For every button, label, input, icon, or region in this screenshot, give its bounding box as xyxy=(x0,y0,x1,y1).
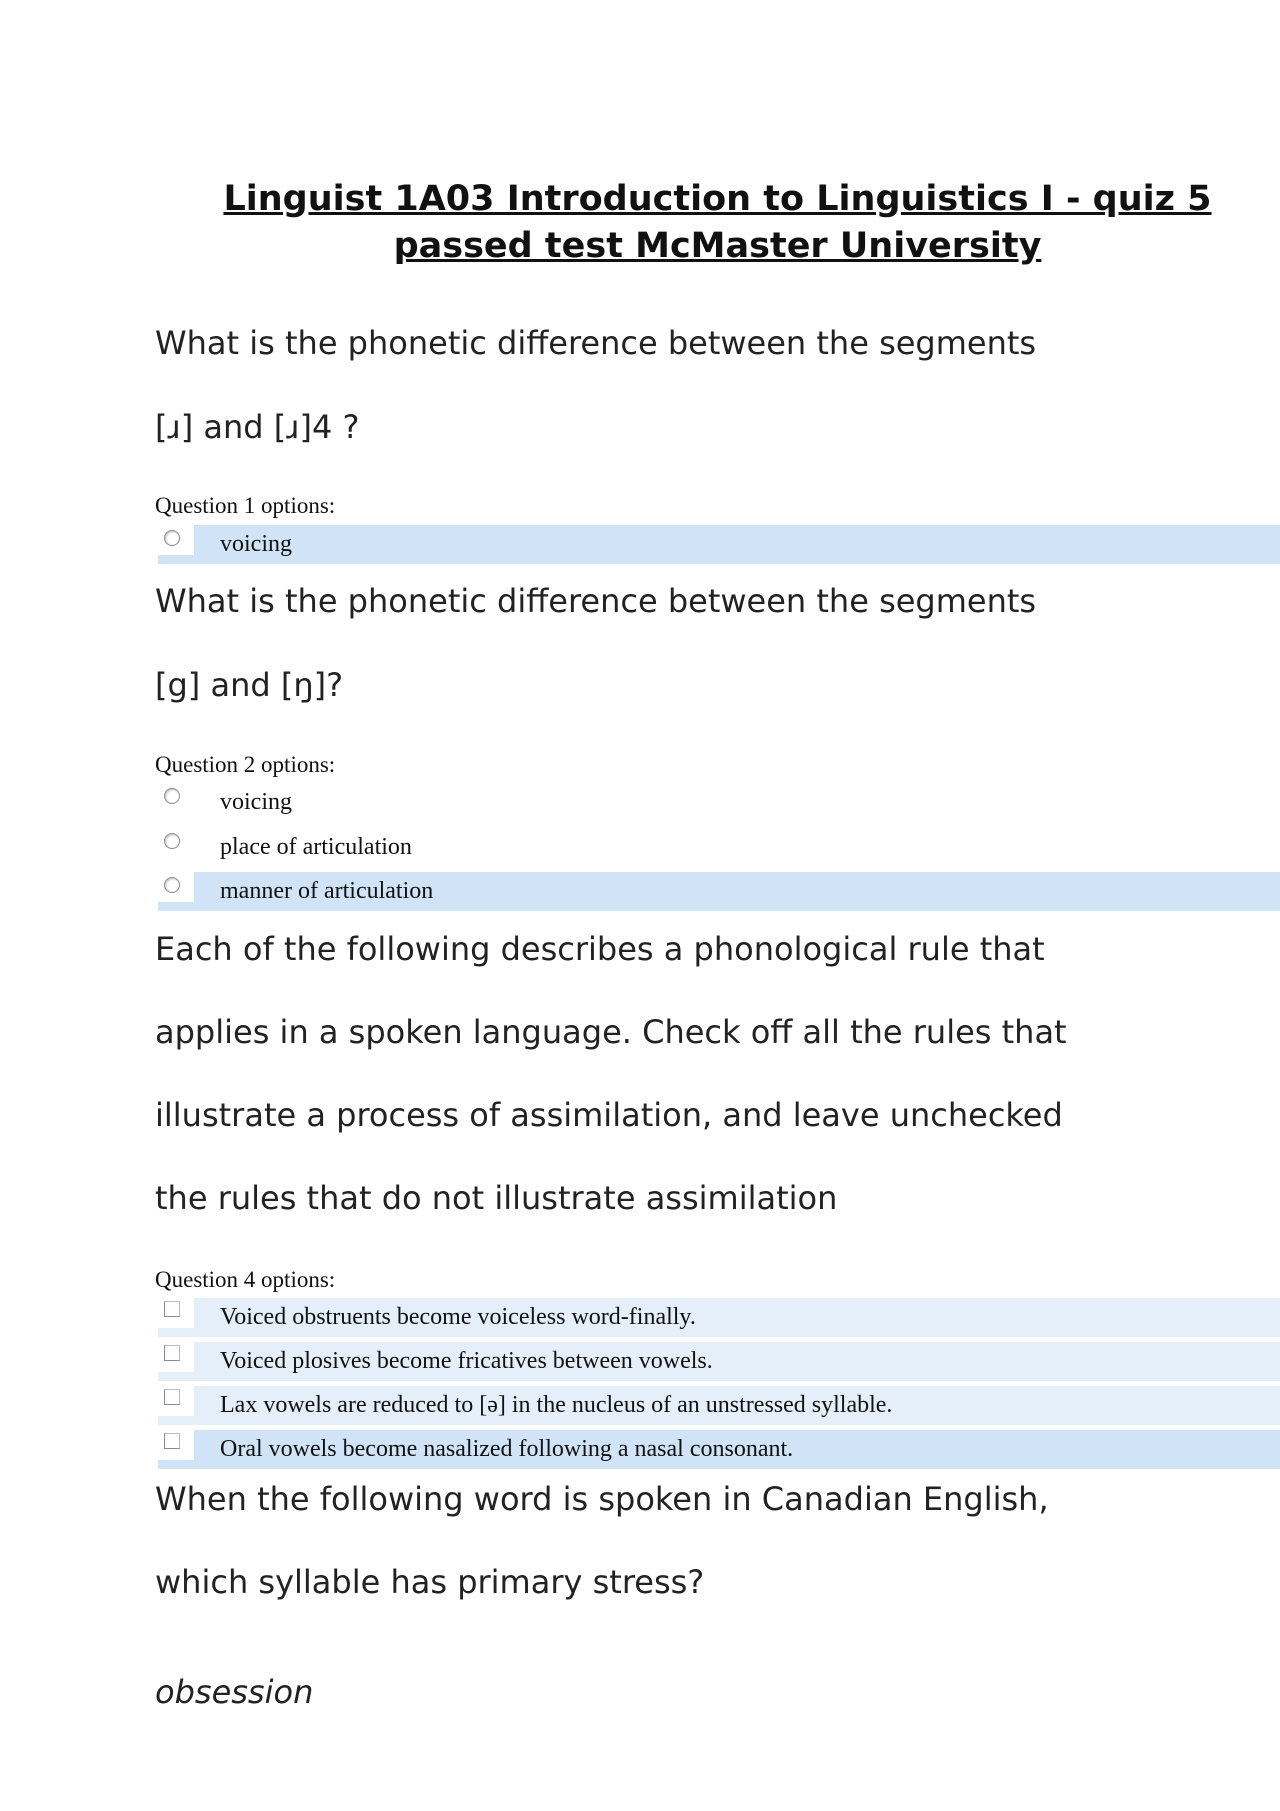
checkbox-icon[interactable] xyxy=(164,1345,180,1361)
option-text: Oral vowels become nasalized following a nasal consonant. xyxy=(220,1436,794,1462)
checkbox-icon[interactable] xyxy=(164,1301,180,1317)
question-2-prompt-line-1: What is the phonetic difference between the segments xyxy=(155,582,1037,620)
question-5-prompt-line-2: which syllable has primary stress? xyxy=(155,1563,705,1601)
question-2-prompt-line-2: [g] and [ŋ]? xyxy=(155,666,344,704)
question-5-prompt-line-1: When the following word is spoken in Canadian English, xyxy=(155,1480,1049,1518)
question-2-option-voicing[interactable] xyxy=(158,783,1280,822)
question-4-options-label: Question 4 options: xyxy=(155,1267,336,1292)
radio-button-icon[interactable] xyxy=(164,833,180,849)
radio-button-icon[interactable] xyxy=(164,530,180,546)
question-4-option-3[interactable] xyxy=(158,1386,1280,1425)
question-2-option-manner-of-articulation[interactable] xyxy=(158,872,1280,911)
question-4-option-1[interactable] xyxy=(158,1298,1280,1337)
question-2-options-label: Question 2 options: xyxy=(155,752,336,777)
question-4-prompt-line-2: applies in a spoken language. Check off all the rules that xyxy=(155,1013,1067,1051)
question-4-prompt-line-3: illustrate a process of assimilation, and leave unchecked xyxy=(155,1096,1063,1134)
document-title: Linguist 1A03 Introduction to Linguistics I - quiz 5 passed test McMaster University xyxy=(223,179,1212,266)
question-4-option-2[interactable] xyxy=(158,1342,1280,1381)
checkbox-icon[interactable] xyxy=(164,1433,180,1449)
option-text: Voiced plosives become fricatives between vowels. xyxy=(220,1348,713,1374)
option-text: manner of articulation xyxy=(220,878,434,904)
question-1-prompt-line-2: [ɹ] and [ɹ]4 ? xyxy=(155,408,360,446)
question-4-prompt-line-1: Each of the following describes a phonological rule that xyxy=(155,930,1045,968)
question-2-option-place-of-articulation[interactable] xyxy=(158,828,1280,867)
question-4-option-4[interactable] xyxy=(158,1430,1280,1469)
option-text: Lax vowels are reduced to [ə] in the nucleus of an unstressed syllable. xyxy=(220,1392,893,1418)
question-5-word: obsession xyxy=(155,1673,314,1711)
option-text: voicing xyxy=(220,531,292,557)
checkbox-icon[interactable] xyxy=(164,1389,180,1405)
radio-button-icon[interactable] xyxy=(164,788,180,804)
radio-button-icon[interactable] xyxy=(164,877,180,893)
option-text: place of articulation xyxy=(220,834,412,860)
question-1-prompt-line-1: What is the phonetic difference between the segments xyxy=(155,324,1037,362)
question-4-prompt-line-4: the rules that do not illustrate assimilation xyxy=(155,1179,838,1217)
question-1-options-label: Question 1 options: xyxy=(155,493,336,518)
option-text: Voiced obstruents become voiceless word-finally. xyxy=(220,1304,696,1330)
option-text: voicing xyxy=(220,789,292,815)
question-1-option-voicing[interactable] xyxy=(158,525,1280,564)
